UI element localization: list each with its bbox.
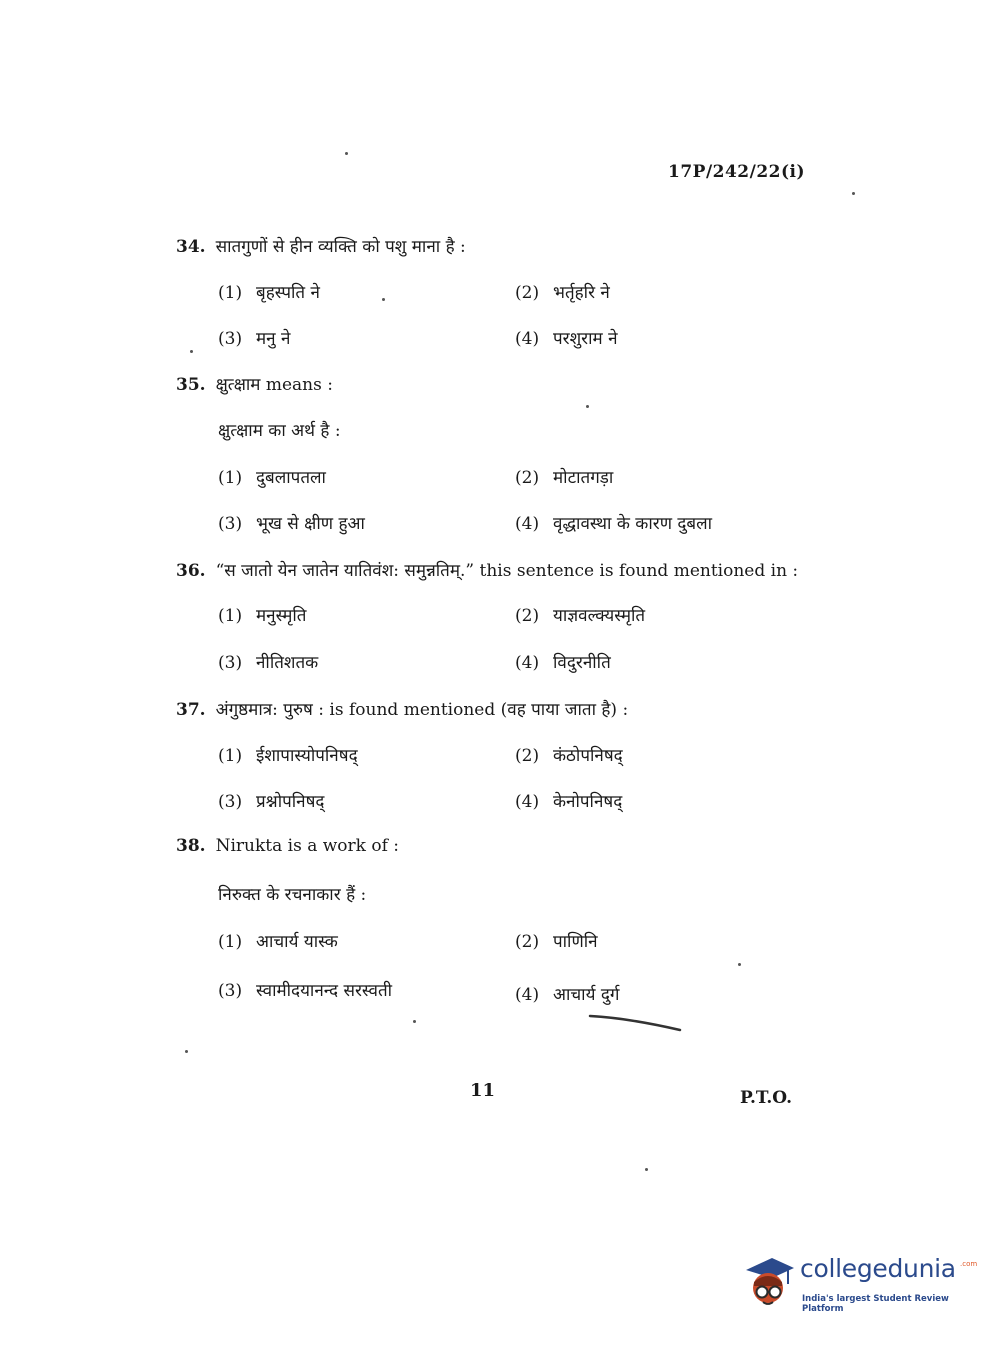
question-text: Nirukta is a work of : [215,836,400,856]
option-36-4: (4) विदुरनीति [515,653,611,673]
option-34-3: (3) मनु ने [218,329,291,349]
question-35-hindi: क्षुत्क्षाम का अर्थ है : [218,421,341,441]
option-38-3: (3) स्वामीदयानन्द सरस्वती [218,981,393,1001]
scan-speck [345,152,348,155]
option-37-1: (1) ईशापास्योपनिषद् [218,746,358,766]
option-36-1: (1) मनुस्मृति [218,606,307,626]
question-38 [176,836,399,856]
option-37-4: (4) केनोपनिषद् [515,792,623,812]
logo-suffix: .com [960,1260,978,1268]
scan-smudge [588,1012,683,1034]
graduate-mascot-icon [742,1252,796,1310]
option-36-3: (3) नीतिशतक [218,653,319,673]
logo-tagline: India's largest Student Review Platform [802,1294,949,1314]
question-number: 34. [176,237,206,257]
question-37 [176,697,628,720]
pto-label: P.T.O. [740,1088,792,1108]
question-38-hindi: निरुक्त के रचनाकार हैं : [218,885,367,905]
option-36-2: (2) याज्ञवल्क्यस्मृति [515,606,646,626]
option-37-3: (3) प्रश्नोपनिषद् [218,792,325,812]
scan-speck [382,298,385,301]
option-35-1: (1) दुबलापतला [218,468,326,488]
question-number: 36. [176,561,206,581]
scan-speck [190,350,193,353]
option-38-4: (4) आचार्य दुर्ग [515,985,620,1005]
option-38-2: (2) पाणिनि [515,932,598,952]
option-34-4: (4) परशुराम ने [515,329,618,349]
option-35-4: (4) वृद्धावस्था के कारण दुबला [515,514,713,534]
option-35-2: (2) मोटातगड़ा [515,468,614,488]
question-number: 38. [176,836,206,856]
question-text: अंगुष्ठमात्र: पुरुष : is found mentioned (वह पाया जाता है) : [215,700,629,720]
option-35-3: (3) भूख से क्षीण हुआ [218,514,365,534]
question-35 [176,372,333,395]
logo-wordmark: collegedunia [800,1254,956,1283]
question-text: “स जातो येन जातेन यातिवंश: समुन्नतिम्.” this sentence is found mentioned in : [215,561,799,581]
question-text: सातगुणों से हीन व्यक्ति को पशु माना है : [215,237,466,257]
scan-speck [738,963,741,966]
option-34-2: (2) भर्तृहरि ने [515,283,610,303]
scan-speck [413,1020,416,1023]
question-36 [176,558,798,581]
question-number: 37. [176,700,206,720]
option-34-1: (1) बृहस्पति ने [218,283,320,303]
option-38-1: (1) आचार्य यास्क [218,932,338,952]
scan-speck [645,1168,648,1171]
scan-speck [586,405,589,408]
question-text: क्षुत्क्षाम means : [215,375,333,395]
option-37-2: (2) कंठोपनिषद् [515,746,623,766]
question-number: 35. [176,375,206,395]
page-number: 11 [470,1080,496,1101]
scan-speck [185,1050,188,1053]
scan-speck [852,192,855,195]
collegedunia-logo [742,1250,978,1314]
question-34 [176,234,466,257]
paper-code: 17P/242/22(i) [668,162,806,182]
